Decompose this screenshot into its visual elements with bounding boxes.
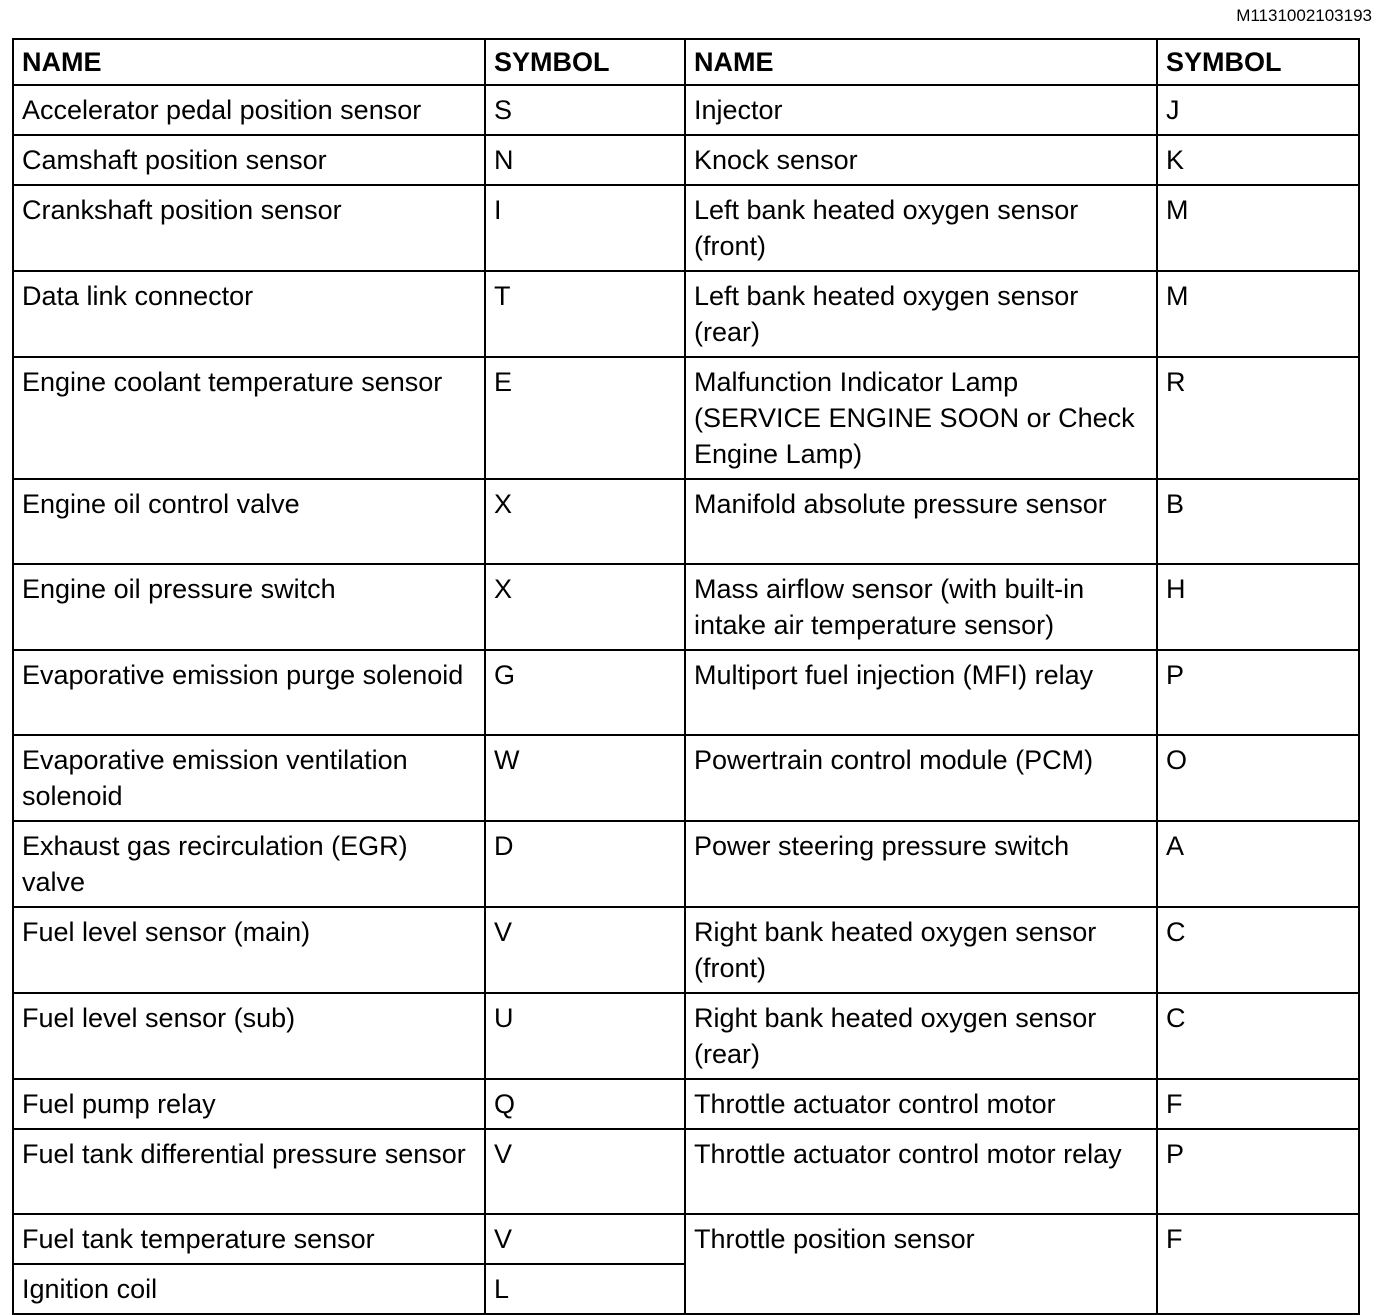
component-name: Data link connector bbox=[13, 271, 485, 357]
component-symbol: P bbox=[1157, 650, 1359, 735]
component-symbol: S bbox=[485, 85, 685, 135]
component-symbol: T bbox=[485, 271, 685, 357]
component-name: Accelerator pedal position sensor bbox=[13, 85, 485, 135]
component-name: Injector bbox=[685, 85, 1157, 135]
table-row bbox=[13, 357, 1359, 479]
table-row bbox=[13, 821, 1359, 907]
component-name: Evaporative emission purge solenoid bbox=[13, 650, 485, 735]
component-name: Manifold absolute pressure sensor bbox=[685, 479, 1157, 564]
table-row bbox=[13, 650, 1359, 735]
table-row bbox=[13, 1214, 1359, 1264]
component-symbol-table bbox=[12, 38, 1360, 1315]
component-symbol: V bbox=[485, 907, 685, 993]
table-row bbox=[13, 271, 1359, 357]
component-name: Fuel level sensor (main) bbox=[13, 907, 485, 993]
component-name: Right bank heated oxygen sensor (front) bbox=[685, 907, 1157, 993]
component-symbol: M bbox=[1157, 271, 1359, 357]
component-symbol: U bbox=[485, 993, 685, 1079]
component-name: Camshaft position sensor bbox=[13, 135, 485, 185]
component-name: Engine oil pressure switch bbox=[13, 564, 485, 650]
table-row bbox=[13, 1079, 1359, 1129]
component-symbol: B bbox=[1157, 479, 1359, 564]
component-symbol: C bbox=[1157, 993, 1359, 1079]
component-symbol: W bbox=[485, 735, 685, 821]
table-row bbox=[13, 479, 1359, 564]
component-name: Throttle actuator control motor bbox=[685, 1079, 1157, 1129]
component-name: Fuel tank differential pressure sensor bbox=[13, 1129, 485, 1214]
component-symbol: C bbox=[1157, 907, 1359, 993]
table-row bbox=[13, 993, 1359, 1079]
table-header-row bbox=[13, 39, 1359, 85]
table-row bbox=[13, 1129, 1359, 1214]
table-row bbox=[13, 907, 1359, 993]
component-name: Left bank heated oxygen sensor (front) bbox=[685, 185, 1157, 271]
component-symbol: V bbox=[485, 1214, 685, 1264]
component-symbol: J bbox=[1157, 85, 1359, 135]
table-row bbox=[13, 85, 1359, 135]
component-name: Mass airflow sensor (with built-in intake air temperature sensor) bbox=[685, 564, 1157, 650]
component-name: Throttle position sensor bbox=[685, 1214, 1157, 1314]
component-symbol: O bbox=[1157, 735, 1359, 821]
component-name: Ignition coil bbox=[13, 1264, 485, 1314]
header-symbol-left: SYMBOL bbox=[485, 39, 685, 85]
component-symbol: F bbox=[1157, 1079, 1359, 1129]
component-name: Right bank heated oxygen sensor (rear) bbox=[685, 993, 1157, 1079]
component-symbol: I bbox=[485, 185, 685, 271]
component-name: Fuel tank temperature sensor bbox=[13, 1214, 485, 1264]
component-name: Multiport fuel injection (MFI) relay bbox=[685, 650, 1157, 735]
component-symbol: X bbox=[485, 479, 685, 564]
component-name: Fuel level sensor (sub) bbox=[13, 993, 485, 1079]
component-name: Evaporative emission ventilation solenoid bbox=[13, 735, 485, 821]
component-symbol: N bbox=[485, 135, 685, 185]
table-row bbox=[13, 564, 1359, 650]
component-symbol: P bbox=[1157, 1129, 1359, 1214]
component-name: Power steering pressure switch bbox=[685, 821, 1157, 907]
component-name: Engine oil control valve bbox=[13, 479, 485, 564]
table-row bbox=[13, 135, 1359, 185]
component-symbol: A bbox=[1157, 821, 1359, 907]
component-symbol: X bbox=[485, 564, 685, 650]
component-name: Knock sensor bbox=[685, 135, 1157, 185]
component-symbol: D bbox=[485, 821, 685, 907]
header-name-right: NAME bbox=[685, 39, 1157, 85]
component-name: Throttle actuator control motor relay bbox=[685, 1129, 1157, 1214]
component-symbol: R bbox=[1157, 357, 1359, 479]
component-symbol: H bbox=[1157, 564, 1359, 650]
component-symbol: L bbox=[485, 1264, 685, 1314]
component-name: Left bank heated oxygen sensor (rear) bbox=[685, 271, 1157, 357]
component-symbol: V bbox=[485, 1129, 685, 1214]
component-symbol: M bbox=[1157, 185, 1359, 271]
component-name: Crankshaft position sensor bbox=[13, 185, 485, 271]
component-name: Engine coolant temperature sensor bbox=[13, 357, 485, 479]
component-symbol: G bbox=[485, 650, 685, 735]
component-name: Powertrain control module (PCM) bbox=[685, 735, 1157, 821]
document-id: M1131002103193 bbox=[1236, 6, 1372, 25]
header-name-left: NAME bbox=[13, 39, 485, 85]
table-row bbox=[13, 735, 1359, 821]
component-name: Malfunction Indicator Lamp (SERVICE ENGINE SOON or Check Engine Lamp) bbox=[685, 357, 1157, 479]
component-name: Exhaust gas recirculation (EGR) valve bbox=[13, 821, 485, 907]
component-symbol: F bbox=[1157, 1214, 1359, 1314]
header-symbol-right: SYMBOL bbox=[1157, 39, 1359, 85]
component-name: Fuel pump relay bbox=[13, 1079, 485, 1129]
component-symbol: Q bbox=[485, 1079, 685, 1129]
table-row bbox=[13, 185, 1359, 271]
component-symbol: E bbox=[485, 357, 685, 479]
component-symbol: K bbox=[1157, 135, 1359, 185]
